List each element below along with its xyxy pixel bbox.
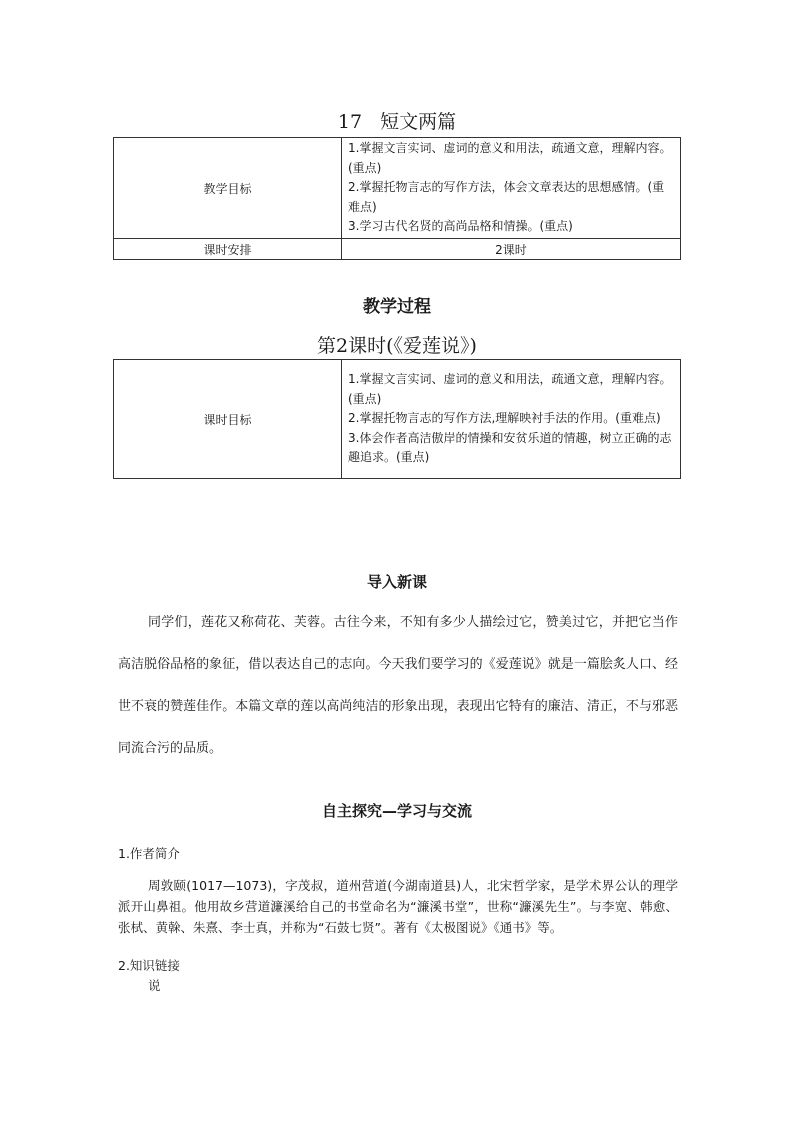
period-goals-content (342, 360, 681, 479)
lesson-title (0, 108, 794, 136)
lesson-name: 短文两篇 (380, 111, 457, 133)
knowledge-link-sub: 说 (148, 978, 161, 993)
period-goals-label: 课时目标 (114, 360, 342, 479)
table-row (114, 138, 681, 239)
intro-paragraph: 同学们，莲花又称荷花、芙蓉。古往今来，不知有多少人描绘过它，赞美过它，并把它当作高洁脱俗品格的象征，借以表达自己的志向。今天我们要学习的《爱莲说》就是一篇脍炙人口、经世不衰的赞莲佳作。本篇文章的莲以高尚纯洁的形象出现，表现出它特有的廉洁、清正，不与邪恶同流合污的品质。 (118, 615, 678, 756)
author-intro-text: 周敦颐(1017—1073)，字茂叔，道州营道(今湖南道县)人，北宋哲学家，是学术界公认的理学派开山鼻祖。他用故乡营道濂溪给自己的书堂命名为“濂溪书堂”，世称“濂溪先生”。与李宽、韩愈、张栻、黄榦、朱熹、李士真，并称为“石鼓七贤”。著有《太极图说》《通书》等。 (118, 878, 678, 935)
goal-item: 3.体会作者高洁傲岸的情操和安贫乐道的情趣，树立正确的志趣追求。(重点) (348, 430, 672, 465)
goal-item: 1.掌握文言实词、虚词的意义和用法，疏通文意，理解内容。(重点) (348, 372, 672, 406)
teaching-goals-label: 教学目标 (114, 138, 342, 239)
table-row (114, 360, 681, 479)
period-goals-table (113, 359, 681, 479)
goal-item: 1.掌握文言实词、虚词的意义和用法，疏通文意，理解内容。(重点) (348, 141, 672, 175)
explore-heading: 自主探究—学习与交流 (321, 802, 472, 820)
goal-item: 2.掌握托物言志的写作方法，体会文章表达的思想感情。(重难点) (348, 180, 665, 214)
period-title: 第2课时(《爱莲说》) (317, 335, 477, 357)
lesson-number: 17 (337, 111, 363, 133)
process-heading: 教学过程 (363, 297, 431, 317)
author-intro-title: 1.作者简介 (118, 846, 180, 861)
teaching-goals-table (113, 137, 681, 260)
knowledge-link-title: 2.知识链接 (118, 958, 180, 973)
table-row (114, 239, 681, 260)
teaching-goals-content (342, 138, 681, 239)
goal-item: 3.学习古代名贤的高尚品格和情操。(重点) (348, 219, 573, 234)
intro-heading: 导入新课 (366, 573, 427, 591)
schedule-label: 课时安排 (114, 239, 342, 260)
schedule-value: 2课时 (342, 239, 681, 260)
goal-item: 2.掌握托物言志的写作方法,理解映衬手法的作用。(重难点) (348, 411, 661, 426)
